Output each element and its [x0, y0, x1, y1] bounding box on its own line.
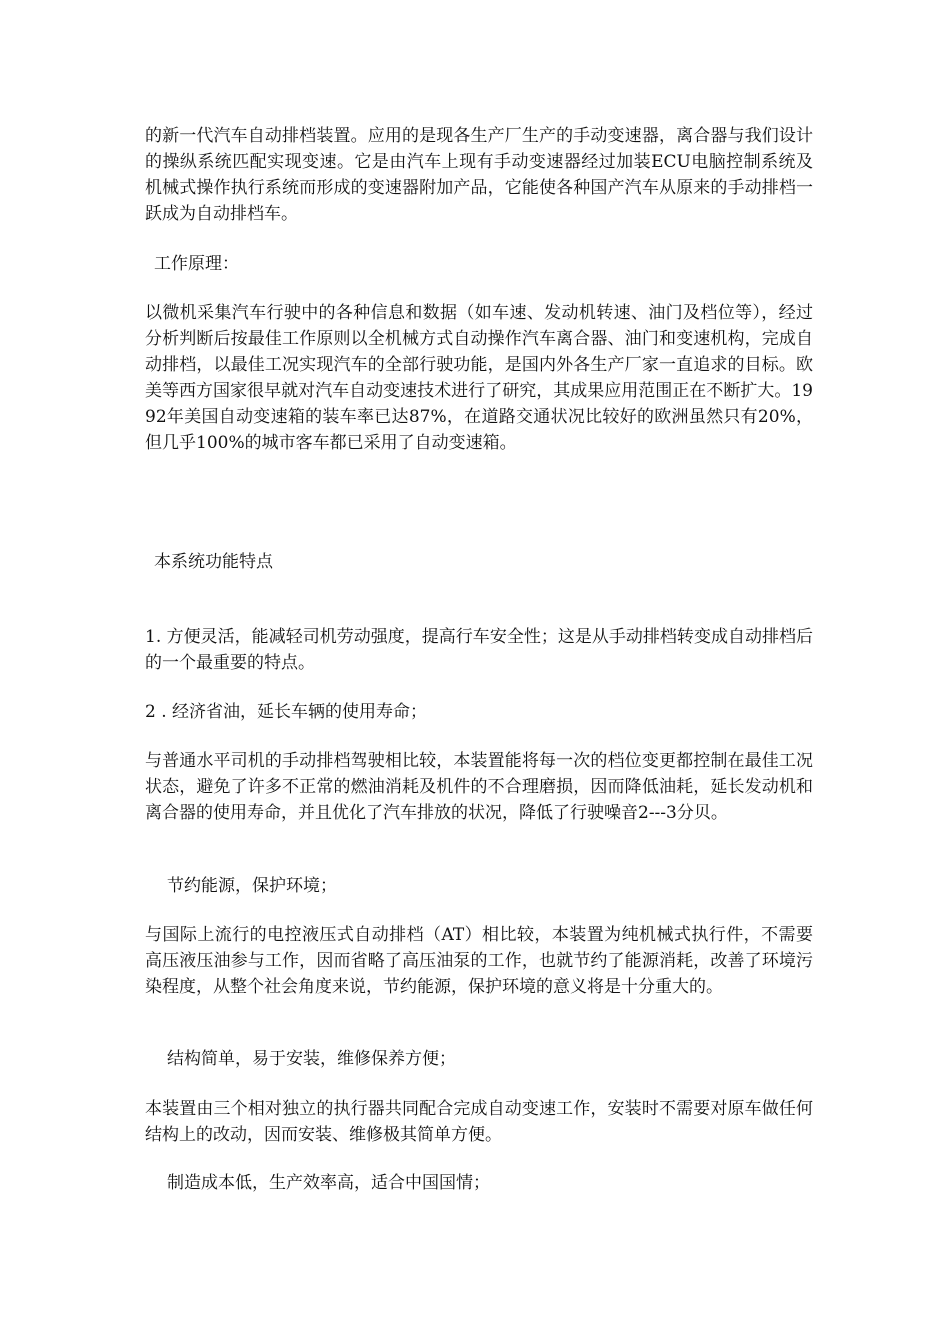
economy-paragraph: 与普通水平司机的手动排档驾驶相比较，本装置能将每一次的档位变更都控制在最佳工况状态，避免了许多不正常的燃油消耗及机件的不合理磨损，因而降低油耗，延长发动机和离合器的使用寿命，并且优化了汽车排放的状况，降低了行驶噪音2---3分贝。 [145, 751, 813, 823]
energy-heading: 节约能源，保护环境； [167, 876, 337, 896]
structure-heading: 结构简单，易于安装，维修保养方便； [167, 1049, 456, 1069]
energy-paragraph: 与国际上流行的电控液压式自动排档（AT）相比较，本装置为纯机械式执行件，不需要高压液压油参与工作，因而省略了高压油泵的工作，也就节约了能源消耗，改善了环境污染程度，从整个社会角度来说，节约能源，保护环境的意义将是十分重大的。 [145, 925, 813, 997]
feature-item-2: 2 . 经济省油，延长车辆的使用寿命； [145, 702, 428, 722]
feature-item-1: 1. 方便灵活，能减轻司机劳动强度，提高行车安全性；这是从手动排档转变成自动排档后的一个最重要的特点。 [145, 627, 813, 673]
principle-paragraph: 以微机采集汽车行驶中的各种信息和数据（如车速、发动机转速、油门及档位等），经过分析判断后按最佳工作原则以全机械方式自动操作汽车离合器、油门和变速机构，完成自动排档，以最佳工况实现汽车的全部行驶功能，是国内外各生产厂家一直追求的目标。欧美等西方国家很早就对汽车自动变速技术进行了研究，其成果应用范围正在不断扩大。1992年美国自动变速箱的装车率已达87%，在道路交通状况比较好的欧洲虽然只有20%，但几乎100%的城市客车都已采用了自动变速箱。 [145, 303, 813, 453]
intro-paragraph: 的新一代汽车自动排档装置。应用的是现各生产厂生产的手动变速器，离合器与我们设计的操纵系统匹配实现变速。它是由汽车上现有手动变速器经过加装ECU电脑控制系统及机械式操作执行系统而形成的变速器附加产品，它能使各种国产汽车从原来的手动排档一跃成为自动排档车。 [145, 126, 813, 224]
principle-heading: 工作原理： [154, 254, 239, 274]
cost-heading: 制造成本低，生产效率高，适合中国国情； [167, 1173, 490, 1193]
structure-paragraph: 本装置由三个相对独立的执行器共同配合完成自动变速工作，安装时不需要对原车做任何结构上的改动，因而安装、维修极其简单方便。 [145, 1099, 813, 1145]
features-heading: 本系统功能特点 [154, 552, 273, 572]
